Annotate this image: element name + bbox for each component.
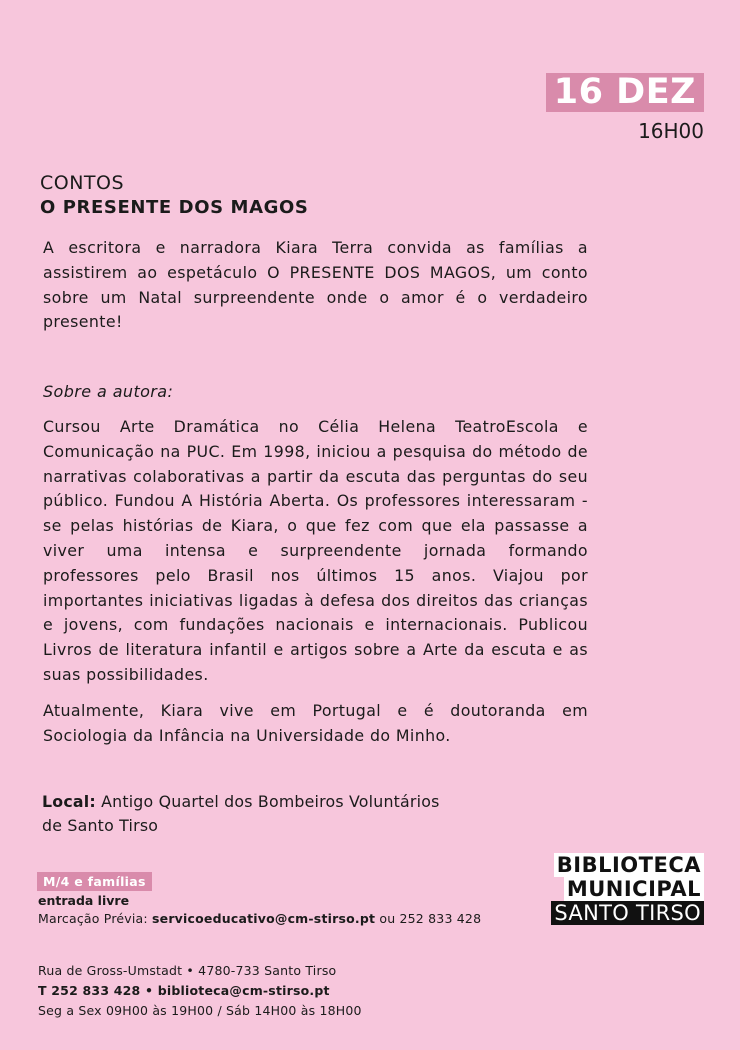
logo-line-2: MUNICIPAL <box>564 877 704 901</box>
entry-info: entrada livre <box>38 893 130 908</box>
logo-line-1: BIBLIOTECA <box>554 853 704 877</box>
footer-address: Rua de Gross-Umstadt • 4780-733 Santo Tirso <box>38 963 337 978</box>
event-title: O PRESENTE DOS MAGOS <box>40 197 309 218</box>
about-paragraph-1: Cursou Arte Dramática no Célia Helena TeatroEscola e Comunicação na PUC. Em 1998, iniciou a pesquisa do método de narrativas colaborativas a partir da escuta das perguntas do seu público. Fundou A História Aberta. Os professores interessaram - se pelas histórias de Kiara, o que fez com que ela passasse a viver uma intensa e surpreendente jornada formando professores pelo Brasil nos últimos 15 anos. Viajou por importantes iniciativas ligadas à defesa dos direitos das crianças e jovens, com fundações nacionais e internacionais. Publicou Livros de literatura infantil e artigos sobre a Arte da escuta e as suas possibilidades. <box>43 417 588 684</box>
footer-contacts <box>38 961 362 1021</box>
location <box>42 790 482 838</box>
logo-line-3: SANTO TIRSO <box>551 901 704 925</box>
date-block <box>546 73 704 143</box>
booking-phone: ou 252 833 428 <box>379 911 482 926</box>
footer-hours: Seg a Sex 09H00 às 19H00 / Sáb 14H00 às 18H00 <box>38 1003 362 1018</box>
booking-info <box>38 911 481 926</box>
event-time: 16H00 <box>638 119 704 143</box>
location-line-1: Antigo Quartel dos Bombeiros Voluntários <box>101 792 440 811</box>
location-label: Local: <box>42 792 96 811</box>
about-heading: Sobre a autora: <box>43 382 174 401</box>
booking-email-link[interactable]: servicoeducativo@cm-stirso.pt <box>152 911 376 926</box>
footer-contact: T 252 833 428 • biblioteca@cm-stirso.pt <box>38 983 330 998</box>
booking-label: Marcação Prévia: <box>38 911 148 926</box>
event-category: CONTOS <box>40 172 125 194</box>
age-badge: M/4 e famílias <box>37 872 152 891</box>
event-description: A escritora e narradora Kiara Terra convida as famílias a assistirem ao espetáculo O PRESENTE DOS MAGOS, um conto sobre um Natal surpreendente onde o amor é o verdadeiro presente! <box>43 238 588 332</box>
event-date: 16 DEZ <box>546 73 704 112</box>
location-line-2: de Santo Tirso <box>42 816 159 835</box>
about-paragraph-2: Atualmente, Kiara vive em Portugal e é doutoranda em Sociologia da Infância na Universidade do Minho. <box>43 701 588 745</box>
library-logo <box>551 853 704 925</box>
